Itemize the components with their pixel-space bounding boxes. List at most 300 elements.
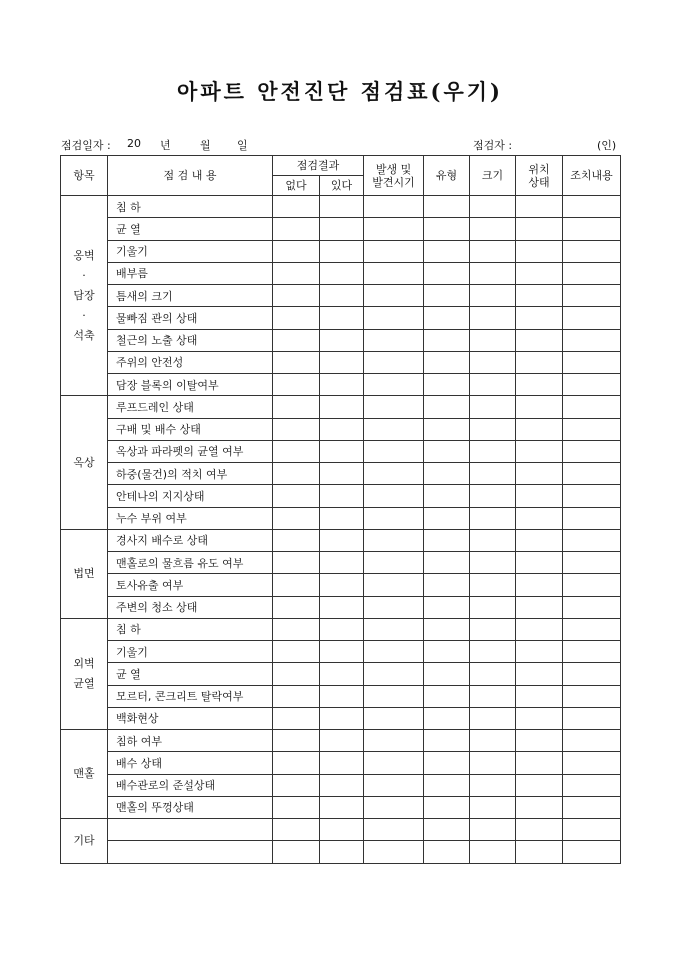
header-location-line1: 위치 <box>528 162 550 176</box>
check-item: 틈새의 크기 <box>108 285 273 307</box>
category-label: 옹벽 <box>73 248 95 262</box>
table-row <box>61 685 621 707</box>
occurrence-cell[interactable] <box>364 641 424 663</box>
type-cell[interactable] <box>424 685 470 707</box>
check-item: 균 열 <box>108 663 273 685</box>
result-yes-cell[interactable] <box>320 663 364 685</box>
result-none-cell[interactable] <box>273 618 320 640</box>
result-yes-cell[interactable] <box>320 574 364 596</box>
type-cell[interactable] <box>424 440 470 462</box>
header-occurrence-line1: 발생 및 <box>375 162 412 176</box>
result-yes-cell[interactable] <box>320 618 364 640</box>
result-none-cell[interactable] <box>273 819 320 841</box>
action-cell[interactable] <box>563 218 621 240</box>
type-cell[interactable] <box>424 774 470 796</box>
size-cell[interactable] <box>470 529 516 551</box>
check-item: 맨홀의 뚜껑상태 <box>108 796 273 818</box>
occurrence-cell[interactable] <box>364 307 424 329</box>
occurrence-cell[interactable] <box>364 552 424 574</box>
category-cell <box>61 730 108 819</box>
table-row <box>61 574 621 596</box>
category-label: · <box>82 268 86 282</box>
category-label: · <box>82 308 86 322</box>
action-cell[interactable] <box>563 707 621 729</box>
result-none-cell[interactable] <box>273 641 320 663</box>
table-row <box>61 440 621 462</box>
result-none-cell[interactable] <box>273 774 320 796</box>
location-cell[interactable] <box>516 240 563 262</box>
occurrence-cell[interactable] <box>364 240 424 262</box>
location-cell[interactable] <box>516 307 563 329</box>
occurrence-cell[interactable] <box>364 285 424 307</box>
size-cell[interactable] <box>470 841 516 863</box>
table-row <box>61 774 621 796</box>
result-none-cell[interactable] <box>273 351 320 373</box>
size-cell[interactable] <box>470 730 516 752</box>
action-cell[interactable] <box>563 574 621 596</box>
table-row <box>61 418 621 440</box>
location-cell[interactable] <box>516 641 563 663</box>
action-cell[interactable] <box>563 463 621 485</box>
size-cell[interactable] <box>470 596 516 618</box>
result-yes-cell[interactable] <box>320 730 364 752</box>
result-none-cell[interactable] <box>273 196 320 218</box>
size-cell[interactable] <box>470 262 516 284</box>
table-row <box>61 285 621 307</box>
result-yes-cell[interactable] <box>320 841 364 863</box>
result-none-cell[interactable] <box>273 240 320 262</box>
size-cell[interactable] <box>470 374 516 396</box>
check-item: 담장 블록의 이탈여부 <box>108 374 273 396</box>
result-none-cell[interactable] <box>273 262 320 284</box>
result-yes-cell[interactable] <box>320 240 364 262</box>
occurrence-cell[interactable] <box>364 663 424 685</box>
location-cell[interactable] <box>516 796 563 818</box>
location-cell[interactable] <box>516 418 563 440</box>
header-content: 점 검 내 용 <box>108 156 273 196</box>
check-item: 침 하 <box>108 618 273 640</box>
action-cell[interactable] <box>563 485 621 507</box>
check-item: 물빠짐 관의 상태 <box>108 307 273 329</box>
occurrence-cell[interactable] <box>364 618 424 640</box>
occurrence-cell[interactable] <box>364 418 424 440</box>
header-location <box>516 156 563 196</box>
type-cell[interactable] <box>424 240 470 262</box>
category-cell <box>61 819 108 864</box>
action-cell[interactable] <box>563 196 621 218</box>
check-item: 철근의 노출 상태 <box>108 329 273 351</box>
type-cell[interactable] <box>424 596 470 618</box>
header-occurrence <box>364 156 424 196</box>
action-cell[interactable] <box>563 685 621 707</box>
table-row <box>61 819 621 841</box>
type-cell[interactable] <box>424 262 470 284</box>
check-item: 하중(물건)의 적치 여부 <box>108 463 273 485</box>
type-cell[interactable] <box>424 841 470 863</box>
result-none-cell[interactable] <box>273 796 320 818</box>
action-cell[interactable] <box>563 552 621 574</box>
table-row <box>61 463 621 485</box>
size-cell[interactable] <box>470 507 516 529</box>
table-row <box>61 374 621 396</box>
location-cell[interactable] <box>516 529 563 551</box>
check-item: 루프드레인 상태 <box>108 396 273 418</box>
action-cell[interactable] <box>563 618 621 640</box>
result-yes-cell[interactable] <box>320 285 364 307</box>
size-cell[interactable] <box>470 774 516 796</box>
action-cell[interactable] <box>563 663 621 685</box>
result-yes-cell[interactable] <box>320 440 364 462</box>
size-cell[interactable] <box>470 485 516 507</box>
table-row <box>61 262 621 284</box>
check-item: 기울기 <box>108 240 273 262</box>
location-cell[interactable] <box>516 552 563 574</box>
header-action: 조치내용 <box>563 156 621 196</box>
check-item: 침하 여부 <box>108 730 273 752</box>
check-item <box>108 819 273 841</box>
action-cell[interactable] <box>563 351 621 373</box>
table-row <box>61 329 621 351</box>
type-cell[interactable] <box>424 796 470 818</box>
check-item: 맨홀로의 물흐름 유도 여부 <box>108 552 273 574</box>
location-cell[interactable] <box>516 685 563 707</box>
category-label: 균열 <box>73 676 95 690</box>
result-yes-cell[interactable] <box>320 685 364 707</box>
check-item: 주변의 청소 상태 <box>108 596 273 618</box>
location-cell[interactable] <box>516 618 563 640</box>
header-result-none: 없다 <box>273 176 320 196</box>
header-occurrence-line2: 발견시기 <box>372 175 415 189</box>
location-cell[interactable] <box>516 574 563 596</box>
table-row <box>61 240 621 262</box>
location-cell[interactable] <box>516 374 563 396</box>
result-none-cell[interactable] <box>273 730 320 752</box>
action-cell[interactable] <box>563 374 621 396</box>
result-none-cell[interactable] <box>273 685 320 707</box>
type-cell[interactable] <box>424 663 470 685</box>
category-cell <box>61 196 108 396</box>
seal-label: (인) <box>597 139 617 152</box>
result-none-cell[interactable] <box>273 552 320 574</box>
result-yes-cell[interactable] <box>320 262 364 284</box>
action-cell[interactable] <box>563 596 621 618</box>
header-size: 크기 <box>470 156 516 196</box>
result-none-cell[interactable] <box>273 507 320 529</box>
action-cell[interactable] <box>563 307 621 329</box>
result-none-cell[interactable] <box>273 440 320 462</box>
table-row <box>61 507 621 529</box>
result-yes-cell[interactable] <box>320 485 364 507</box>
occurrence-cell[interactable] <box>364 596 424 618</box>
result-none-cell[interactable] <box>273 596 320 618</box>
result-yes-cell[interactable] <box>320 329 364 351</box>
location-cell[interactable] <box>516 819 563 841</box>
result-yes-cell[interactable] <box>320 463 364 485</box>
action-cell[interactable] <box>563 285 621 307</box>
table-row <box>61 618 621 640</box>
location-cell[interactable] <box>516 218 563 240</box>
check-item: 침 하 <box>108 196 273 218</box>
type-cell[interactable] <box>424 418 470 440</box>
occurrence-cell[interactable] <box>364 730 424 752</box>
occurrence-cell[interactable] <box>364 707 424 729</box>
action-cell[interactable] <box>563 841 621 863</box>
result-yes-cell[interactable] <box>320 529 364 551</box>
table-row <box>61 196 621 218</box>
occurrence-cell[interactable] <box>364 574 424 596</box>
size-cell[interactable] <box>470 396 516 418</box>
location-cell[interactable] <box>516 752 563 774</box>
check-item: 백화현상 <box>108 707 273 729</box>
result-none-cell[interactable] <box>273 707 320 729</box>
category-label: 석축 <box>73 328 95 342</box>
table-row <box>61 707 621 729</box>
action-cell[interactable] <box>563 329 621 351</box>
occurrence-cell[interactable] <box>364 485 424 507</box>
type-cell[interactable] <box>424 285 470 307</box>
check-item <box>108 841 273 863</box>
type-cell[interactable] <box>424 574 470 596</box>
type-cell[interactable] <box>424 618 470 640</box>
type-cell[interactable] <box>424 819 470 841</box>
type-cell[interactable] <box>424 507 470 529</box>
location-cell[interactable] <box>516 507 563 529</box>
table-row <box>61 396 621 418</box>
location-cell[interactable] <box>516 774 563 796</box>
action-cell[interactable] <box>563 240 621 262</box>
action-cell[interactable] <box>563 262 621 284</box>
table-row <box>61 552 621 574</box>
size-cell[interactable] <box>470 641 516 663</box>
occurrence-cell[interactable] <box>364 841 424 863</box>
type-cell[interactable] <box>424 730 470 752</box>
occurrence-cell[interactable] <box>364 819 424 841</box>
result-none-cell[interactable] <box>273 307 320 329</box>
occurrence-cell[interactable] <box>364 507 424 529</box>
result-yes-cell[interactable] <box>320 774 364 796</box>
size-cell[interactable] <box>470 440 516 462</box>
occurrence-cell[interactable] <box>364 196 424 218</box>
action-cell[interactable] <box>563 529 621 551</box>
category-cell <box>61 396 108 530</box>
check-item: 안테나의 지지상태 <box>108 485 273 507</box>
type-cell[interactable] <box>424 329 470 351</box>
table-row <box>61 641 621 663</box>
location-cell[interactable] <box>516 262 563 284</box>
action-cell[interactable] <box>563 796 621 818</box>
action-cell[interactable] <box>563 819 621 841</box>
result-yes-cell[interactable] <box>320 596 364 618</box>
month-unit: 월 <box>200 139 211 152</box>
size-cell[interactable] <box>470 196 516 218</box>
table-row <box>61 596 621 618</box>
result-yes-cell[interactable] <box>320 707 364 729</box>
header-type: 유형 <box>424 156 470 196</box>
occurrence-cell[interactable] <box>364 685 424 707</box>
result-none-cell[interactable] <box>273 396 320 418</box>
size-cell[interactable] <box>470 307 516 329</box>
category-label: 법면 <box>73 566 95 580</box>
header-location-line2: 상태 <box>528 175 550 189</box>
location-cell[interactable] <box>516 196 563 218</box>
size-cell[interactable] <box>470 351 516 373</box>
occurrence-cell[interactable] <box>364 329 424 351</box>
result-none-cell[interactable] <box>273 841 320 863</box>
location-cell[interactable] <box>516 485 563 507</box>
check-item: 배수 상태 <box>108 752 273 774</box>
action-cell[interactable] <box>563 774 621 796</box>
table-row <box>61 796 621 818</box>
size-cell[interactable] <box>470 618 516 640</box>
check-item: 배수관로의 준설상태 <box>108 774 273 796</box>
result-yes-cell[interactable] <box>320 418 364 440</box>
location-cell[interactable] <box>516 351 563 373</box>
type-cell[interactable] <box>424 752 470 774</box>
table-row <box>61 485 621 507</box>
header-category: 항목 <box>61 156 108 196</box>
day-unit: 일 <box>237 139 248 152</box>
location-cell[interactable] <box>516 707 563 729</box>
size-cell[interactable] <box>470 796 516 818</box>
occurrence-cell[interactable] <box>364 796 424 818</box>
location-cell[interactable] <box>516 730 563 752</box>
size-cell[interactable] <box>470 240 516 262</box>
type-cell[interactable] <box>424 374 470 396</box>
action-cell[interactable] <box>563 396 621 418</box>
type-cell[interactable] <box>424 529 470 551</box>
location-cell[interactable] <box>516 396 563 418</box>
action-cell[interactable] <box>563 418 621 440</box>
size-cell[interactable] <box>470 285 516 307</box>
size-cell[interactable] <box>470 685 516 707</box>
result-yes-cell[interactable] <box>320 796 364 818</box>
header-result-yes: 있다 <box>320 176 364 196</box>
action-cell[interactable] <box>563 752 621 774</box>
type-cell[interactable] <box>424 218 470 240</box>
table-body <box>61 196 621 864</box>
check-item: 균 열 <box>108 218 273 240</box>
occurrence-cell[interactable] <box>364 374 424 396</box>
table-row <box>61 529 621 551</box>
result-none-cell[interactable] <box>273 329 320 351</box>
result-none-cell[interactable] <box>273 663 320 685</box>
category-label: 옥상 <box>73 455 95 469</box>
result-none-cell[interactable] <box>273 374 320 396</box>
occurrence-cell[interactable] <box>364 218 424 240</box>
size-cell[interactable] <box>470 663 516 685</box>
location-cell[interactable] <box>516 440 563 462</box>
year-prefix: 20 <box>127 137 141 150</box>
type-cell[interactable] <box>424 485 470 507</box>
size-cell[interactable] <box>470 329 516 351</box>
check-item: 옥상과 파라펫의 균열 여부 <box>108 440 273 462</box>
result-none-cell[interactable] <box>273 218 320 240</box>
size-cell[interactable] <box>470 707 516 729</box>
location-cell[interactable] <box>516 663 563 685</box>
result-none-cell[interactable] <box>273 463 320 485</box>
category-label: 외벽 <box>73 656 95 670</box>
result-none-cell[interactable] <box>273 285 320 307</box>
size-cell[interactable] <box>470 552 516 574</box>
occurrence-cell[interactable] <box>364 752 424 774</box>
check-item: 구배 및 배수 상태 <box>108 418 273 440</box>
type-cell[interactable] <box>424 196 470 218</box>
result-none-cell[interactable] <box>273 574 320 596</box>
category-cell <box>61 618 108 729</box>
result-none-cell[interactable] <box>273 485 320 507</box>
inspector-label: 점검자 : <box>473 139 513 152</box>
type-cell[interactable] <box>424 307 470 329</box>
type-cell[interactable] <box>424 552 470 574</box>
size-cell[interactable] <box>470 574 516 596</box>
size-cell[interactable] <box>470 418 516 440</box>
size-cell[interactable] <box>470 218 516 240</box>
occurrence-cell[interactable] <box>364 396 424 418</box>
occurrence-cell[interactable] <box>364 351 424 373</box>
type-cell[interactable] <box>424 351 470 373</box>
table-row <box>61 307 621 329</box>
table-row <box>61 841 621 863</box>
location-cell[interactable] <box>516 596 563 618</box>
category-label: 기타 <box>73 833 95 847</box>
result-yes-cell[interactable] <box>320 351 364 373</box>
table-row <box>61 663 621 685</box>
action-cell[interactable] <box>563 730 621 752</box>
category-cell <box>61 529 108 618</box>
result-none-cell[interactable] <box>273 752 320 774</box>
inspection-table <box>60 155 621 864</box>
occurrence-cell[interactable] <box>364 529 424 551</box>
page-title: 아파트 안전진단 점검표(우기) <box>177 79 503 104</box>
size-cell[interactable] <box>470 819 516 841</box>
result-yes-cell[interactable] <box>320 218 364 240</box>
type-cell[interactable] <box>424 641 470 663</box>
category-label: 맨홀 <box>73 767 95 780</box>
result-none-cell[interactable] <box>273 529 320 551</box>
type-cell[interactable] <box>424 463 470 485</box>
type-cell[interactable] <box>424 396 470 418</box>
header-result: 점검결과 <box>273 156 364 176</box>
occurrence-cell[interactable] <box>364 774 424 796</box>
location-cell[interactable] <box>516 463 563 485</box>
result-yes-cell[interactable] <box>320 641 364 663</box>
result-yes-cell[interactable] <box>320 819 364 841</box>
result-yes-cell[interactable] <box>320 507 364 529</box>
size-cell[interactable] <box>470 463 516 485</box>
result-yes-cell[interactable] <box>320 307 364 329</box>
type-cell[interactable] <box>424 707 470 729</box>
result-yes-cell[interactable] <box>320 752 364 774</box>
occurrence-cell[interactable] <box>364 262 424 284</box>
size-cell[interactable] <box>470 752 516 774</box>
check-item: 토사유출 여부 <box>108 574 273 596</box>
location-cell[interactable] <box>516 841 563 863</box>
result-yes-cell[interactable] <box>320 396 364 418</box>
action-cell[interactable] <box>563 440 621 462</box>
action-cell[interactable] <box>563 641 621 663</box>
table-row <box>61 351 621 373</box>
result-yes-cell[interactable] <box>320 552 364 574</box>
occurrence-cell[interactable] <box>364 440 424 462</box>
result-yes-cell[interactable] <box>320 196 364 218</box>
location-cell[interactable] <box>516 285 563 307</box>
table-row <box>61 730 621 752</box>
action-cell[interactable] <box>563 507 621 529</box>
result-yes-cell[interactable] <box>320 374 364 396</box>
result-none-cell[interactable] <box>273 418 320 440</box>
location-cell[interactable] <box>516 329 563 351</box>
occurrence-cell[interactable] <box>364 463 424 485</box>
